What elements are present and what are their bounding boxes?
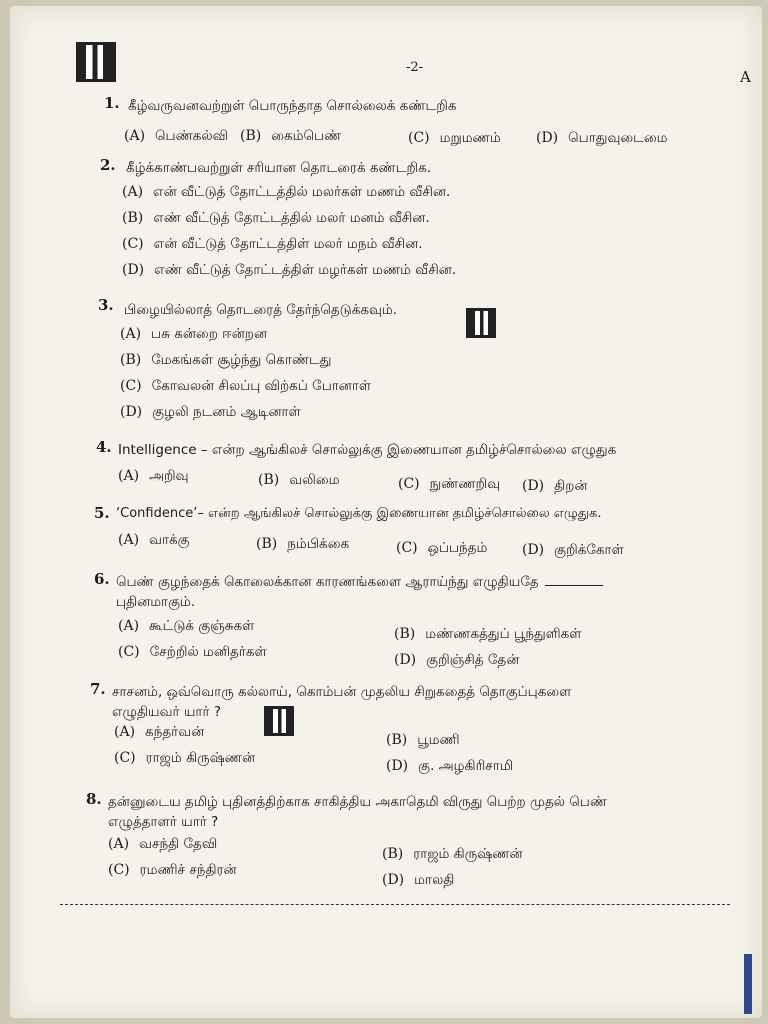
question-number: 4. bbox=[96, 438, 112, 456]
option-b[interactable]: (B) வலிமை bbox=[258, 472, 340, 488]
option-c[interactable]: (C) ஒப்பந்தம் bbox=[396, 540, 488, 556]
question-text: பெண் குழந்தைக் கொலைக்கான காரணங்களை ஆராய்ந்து எழுதியதே bbox=[116, 572, 603, 592]
question-text: சாசனம், ஒவ்வொரு கல்லாய், கொம்பன் முதலிய சிறுகதைத் தொகுப்புகளை bbox=[112, 684, 572, 700]
option-a[interactable]: (A) கூட்டுக் குஞ்சுகள் bbox=[118, 618, 255, 634]
option-b[interactable]: (B) மேகங்கள் சூழ்ந்து கொண்டது bbox=[120, 352, 332, 368]
question-text: பிழையில்லாத் தொடரைத் தேர்ந்தெடுக்கவும். bbox=[124, 302, 398, 318]
option-c[interactable]: (C) சேற்றில் மனிதர்கள் bbox=[118, 644, 267, 660]
page-number: -2- bbox=[406, 60, 424, 75]
question-text: Intelligence – என்ற ஆங்கிலச் சொல்லுக்கு இணையான தமிழ்ச்சொல்லை எழுதுக bbox=[118, 442, 617, 458]
question-number: 6. bbox=[94, 570, 110, 588]
option-d[interactable]: (D) குறிஞ்சித் தேன் bbox=[394, 652, 520, 668]
option-d[interactable]: (D) திறன் bbox=[522, 478, 588, 494]
question-number: 2. bbox=[100, 156, 116, 174]
question-text: தன்னுடைய தமிழ் புதினத்திற்காக சாகித்திய அகாதெமி விருது பெற்ற முதல் பெண் bbox=[108, 794, 608, 810]
question-text: ‘Confidence’– என்ற ஆங்கிலச் சொல்லுக்கு இணையான தமிழ்ச்சொல்லை எழுதுக. bbox=[116, 506, 602, 521]
question-text-line2: புதினமாகும். bbox=[116, 594, 196, 610]
option-d[interactable]: (D) மாலதி bbox=[382, 872, 455, 888]
question-number: 1. bbox=[104, 94, 120, 112]
page-divider bbox=[60, 904, 730, 905]
option-a[interactable]: (A) வாக்கு bbox=[118, 532, 190, 548]
question-text: கீழ்க்காண்பவற்றுள் சரியான தொடரைக் கண்டறிக. bbox=[126, 160, 431, 176]
option-a[interactable]: (A) வசந்தி தேவி bbox=[108, 836, 218, 852]
option-c[interactable]: (C) ரமணிச் சந்திரன் bbox=[108, 862, 237, 878]
option-a[interactable]: (A) கந்தர்வன் bbox=[114, 724, 205, 740]
exam-page bbox=[10, 6, 762, 1018]
option-a[interactable]: (A) பசு கன்றை ஈன்றன bbox=[120, 326, 268, 342]
option-c[interactable]: (C) கோவலன் சிலப்பு விற்கப் போனாள் bbox=[120, 378, 372, 394]
option-a[interactable]: (A) அறிவு bbox=[118, 468, 189, 484]
question-text: கீழ்வருவனவற்றுள் பொருந்தாத சொல்லைக் கண்டறிக bbox=[128, 98, 457, 114]
option-b[interactable]: (B) கைம்பெண் bbox=[240, 128, 342, 144]
option-c[interactable]: (C) ராஜம் கிருஷ்ணன் bbox=[114, 750, 256, 766]
question-text-line2: எழுதியவர் யார் ? bbox=[112, 704, 221, 720]
answer-blank bbox=[545, 573, 603, 586]
qr-code-icon bbox=[466, 308, 496, 338]
qr-code-icon bbox=[264, 706, 294, 736]
option-a[interactable]: (A) பெண்கல்வி bbox=[124, 128, 228, 144]
option-d[interactable]: (D) எண் வீட்டுத் தோட்டத்திள் மழர்கள் மணம் வீசின. bbox=[122, 262, 457, 278]
question-number: 8. bbox=[86, 790, 102, 808]
option-d[interactable]: (D) குறிக்கோள் bbox=[522, 542, 624, 558]
qr-code-icon bbox=[76, 42, 116, 82]
option-b[interactable]: (B) ராஜம் கிருஷ்ணன் bbox=[382, 846, 523, 862]
option-c[interactable]: (C) என் வீட்டுத் தோட்டத்திள் மலர் மநம் வீசின. bbox=[122, 236, 423, 252]
edge-mark bbox=[744, 954, 752, 1014]
option-b[interactable]: (B) பூமணி bbox=[386, 732, 460, 748]
option-c[interactable]: (C) மறுமணம் bbox=[408, 130, 501, 146]
question-number: 3. bbox=[98, 296, 114, 314]
option-d[interactable]: (D) குழலி நடனம் ஆடினாள் bbox=[120, 404, 301, 420]
option-b[interactable]: (B) மண்ணகத்துப் பூந்துளிகள் bbox=[394, 626, 582, 642]
option-b[interactable]: (B) எண் வீட்டுத் தோட்டத்தில் மலர் மனம் வீசின. bbox=[122, 210, 430, 226]
option-a[interactable]: (A) என் வீட்டுத் தோட்டத்தில் மலர்கள் மணம் வீசின. bbox=[122, 184, 451, 200]
option-d[interactable]: (D) பொதுவுடைமை bbox=[536, 130, 668, 146]
option-b[interactable]: (B) நம்பிக்கை bbox=[256, 536, 350, 552]
question-number: 5. bbox=[94, 504, 110, 522]
set-letter: A bbox=[740, 68, 751, 86]
question-number: 7. bbox=[90, 680, 106, 698]
option-d[interactable]: (D) கு. அழகிரிசாமி bbox=[386, 758, 514, 774]
question-text-line2: எழுத்தாளர் யார் ? bbox=[108, 814, 219, 830]
option-c[interactable]: (C) நுண்ணறிவு bbox=[398, 476, 501, 492]
